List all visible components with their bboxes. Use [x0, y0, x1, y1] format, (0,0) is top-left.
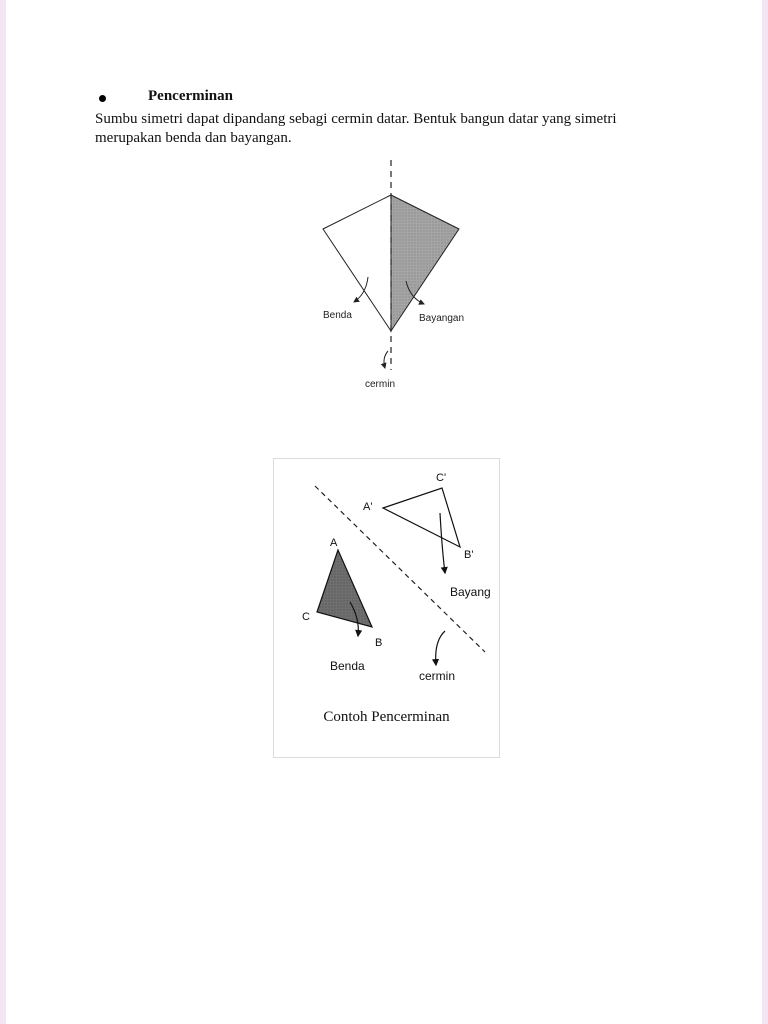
triangle-object	[317, 550, 372, 627]
figure-caption: Contoh Pencerminan	[323, 709, 450, 725]
arrow-to-mirror	[384, 351, 388, 368]
point-a-prime-label: A'	[363, 501, 373, 513]
label-mirror: cermin	[365, 379, 396, 390]
section-paragraph: Sumbu simetri dapat dipandang sebagi cermin datar. Bentuk bangun datar yang simetri merupakan benda dan bayangan.	[95, 111, 617, 146]
label-object: Benda	[330, 659, 365, 673]
triangle-reflection-figure	[273, 458, 500, 758]
point-c-label: C	[302, 611, 310, 623]
point-b-label: B	[375, 637, 383, 649]
label-object: Benda	[323, 310, 352, 321]
label-image: Bayang	[450, 585, 491, 599]
kite-image-half	[391, 195, 459, 331]
kite-reflection-figure	[306, 158, 486, 398]
triangle-image	[383, 488, 460, 547]
document-page	[6, 0, 762, 1024]
point-b-prime-label: B'	[464, 549, 474, 561]
triangle-reflection-drawing	[274, 459, 499, 699]
point-a-label: A	[330, 537, 338, 549]
point-c-prime-label: C'	[436, 472, 447, 484]
section-heading: Pencerminan	[148, 88, 233, 104]
arrow-to-mirror	[436, 631, 445, 665]
label-mirror: cermin	[419, 669, 456, 683]
bullet-icon	[99, 95, 106, 102]
label-image: Bayangan	[419, 313, 465, 324]
